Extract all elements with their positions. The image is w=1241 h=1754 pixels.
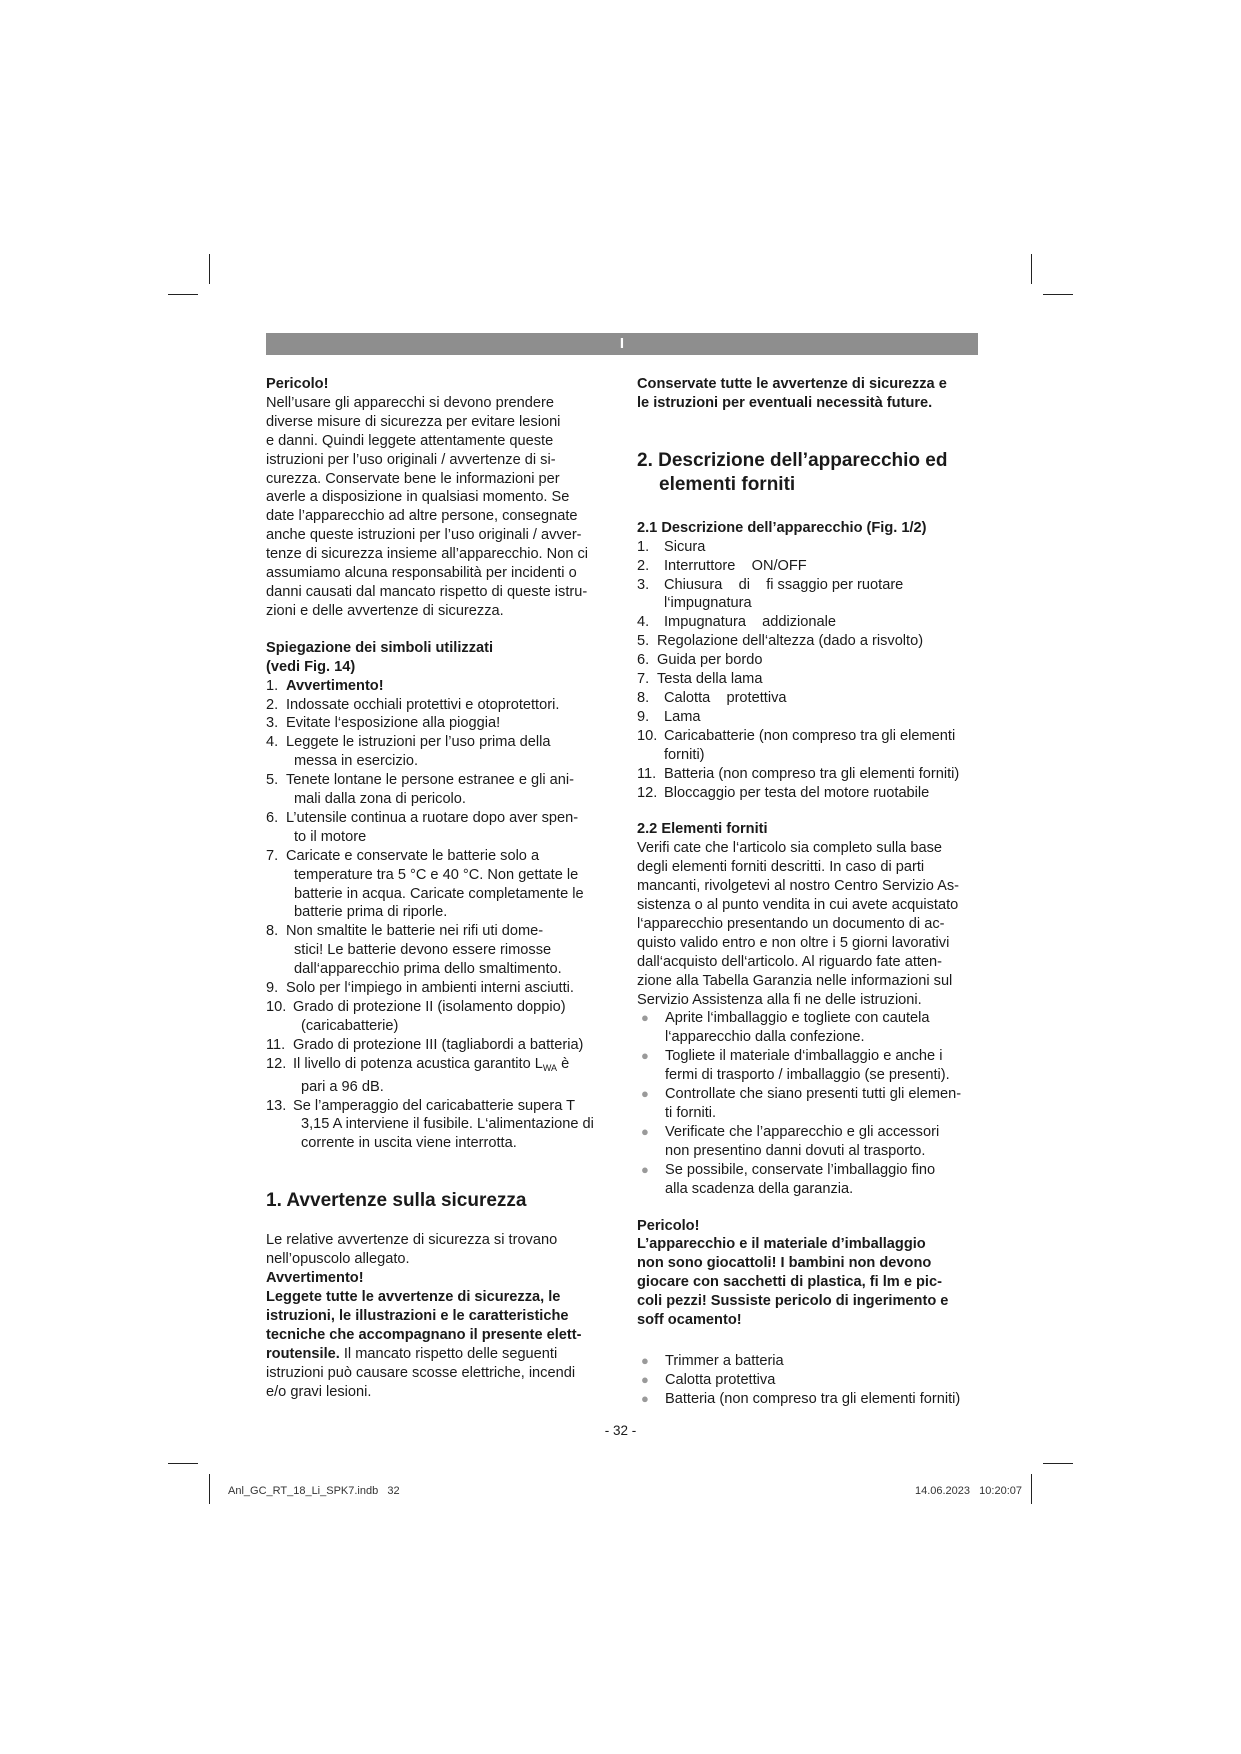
item-text: Caricate e conservate le batterie solo a [286,847,540,864]
item-text: Se l’amperaggio del caricabatterie supera T [293,1097,576,1114]
item-text: fermi di trasporto / imballaggio (se presenti). [665,1067,950,1084]
bullet-icon: ● [641,1086,649,1102]
list-item [637,765,987,784]
item-text: Non smaltite le batterie nei rifi uti dome- [286,923,544,940]
list-item [266,1097,616,1154]
text-line: L’apparecchio e il materiale d’imballaggio [637,1236,926,1253]
crop-mark-bl-v [209,1474,210,1504]
list-item [637,670,987,689]
crop-mark-br-v [1031,1474,1032,1504]
item-text: batterie prima di riporle. [294,904,448,921]
bullet-icon: ● [641,1123,649,1139]
list-item [266,922,616,979]
list-item [637,708,987,727]
text-line: Leggete tutte le avvertenze di sicurezza, le [266,1288,561,1305]
item-text: Evitate l‘esposizione alla pioggia! [286,715,501,732]
item-text: l‘apparecchio dalla confezione. [665,1029,865,1046]
text-line: istruzioni per l’uso originali / avvertenze di si- [266,451,556,468]
list-item [637,727,987,765]
item-text: ti forniti. [665,1105,717,1121]
text-line: istruzioni può causare scosse elettriche, incendi [266,1364,576,1381]
item-text: non presentino danni dovuti al trasporto. [665,1142,926,1159]
item-text: to il motore [294,828,367,845]
list-item [266,847,616,923]
item-text: Togliete il materiale d‘imballaggio e anche i [665,1048,943,1065]
text-line: Verifi cate che l‘articolo sia completo sulla base [637,840,943,857]
list-item [637,613,987,632]
crop-mark-br-h [1043,1463,1073,1464]
text-line: soff ocamento! [637,1312,742,1329]
item-number: 3. [637,576,650,593]
text-line: le istruzioni per eventuali necessità future. [637,394,933,411]
text-line: degli elementi forniti descritti. In caso di parti [637,859,925,876]
symbols-title: Spiegazione dei simboli utilizzati [266,639,494,656]
text-line: Conservate tutte le avvertenze di sicurezza e [637,376,947,392]
item-text: Leggete le istruzioni per l’uso prima della [286,734,551,751]
item-text: Tenete lontane le persone estranee e gli ani- [286,772,575,789]
text-line: sistenza o al punto vendita in cui avete acquistato [637,897,959,914]
item-text: Batteria (non compreso tra gli elementi forniti) [664,765,960,782]
item-number: 2. [266,696,279,713]
text-line: istruzioni, le illustrazioni e le caratteristiche [266,1307,569,1324]
unpack-steps-list [637,1009,987,1198]
text-line: zione alla Tabella Garanzia nelle informazioni sul [637,972,953,989]
list-item [266,696,616,715]
item-text: Sicura [664,538,706,555]
warning-title: Avvertimento! [266,1270,364,1287]
text-line: nell’opuscolo allegato. [266,1251,410,1268]
danger-2-title: Pericolo! [637,1217,700,1234]
page-number: - 32 - [604,1423,637,1438]
item-number: 1. [637,538,650,555]
section-1-title: 1. Avvertenze sulla sicurezza [266,1190,527,1212]
crop-mark-tr-h [1043,294,1073,295]
section-2-title-cont: elementi forniti [659,473,796,495]
text-line: diverse misure di sicurezza per evitare lesioni [266,413,561,430]
list-item [266,1036,616,1055]
bullet-icon: ● [641,1352,649,1368]
footer-file-name: Anl_GC_RT_18_Li_SPK7.indb 32 [228,1485,400,1497]
item-number: 13. [266,1097,287,1114]
item-text-part: è [557,1055,570,1072]
text-line: Le relative avvertenze di sicurezza si trovano [266,1232,558,1249]
item-number: 1. [266,677,279,694]
item-text: Regolazione dell‘altezza (dado a risvolto) [657,633,924,650]
item-text: Interruttore ON/OFF [664,557,807,574]
bullet-icon: ● [641,1371,649,1387]
item-text: corrente in uscita viene interrotta. [301,1135,517,1152]
list-item [266,979,616,998]
item-text: Lama [664,708,701,725]
item-text: Testa della lama [657,671,763,688]
symbols-list [266,677,616,1154]
item-text: Bloccaggio per testa del motore ruotabile [664,784,930,801]
left-column [266,375,616,1401]
item-text: batterie in acqua. Caricate completamente le [294,885,584,902]
text-line: tenze di sicurezza insieme all’apparecchio. Non ci [266,546,589,563]
list-item [637,1009,987,1047]
list-item [637,557,987,576]
list-item [266,714,616,733]
list-item [637,576,987,614]
list-item [637,1047,987,1085]
item-number: 6. [637,652,650,669]
item-text: Indossate occhiali protettivi e otoprotettori. [286,696,560,713]
item-text: Se possibile, conservate l’imballaggio fino [665,1161,936,1178]
bullet-icon: ● [641,1010,649,1026]
danger-title: Pericolo! [266,376,329,392]
item-text: temperature tra 5 °C e 40 °C. Non gettate le [294,866,579,883]
item-number: 12. [266,1055,287,1072]
crop-mark-bl-h [168,1463,198,1464]
item-text: Chiusura di fi ssaggio per ruotare [664,576,904,593]
item-text: Calotta protettiva [664,689,787,706]
item-text: Guida per bordo [657,652,763,669]
item-text: dall‘apparecchio prima dello smaltimento. [294,961,562,978]
item-text: Solo per l‘impiego in ambienti interni asciutti. [286,980,574,997]
list-item [266,677,616,696]
text-line: e/o gravi lesioni. [266,1383,372,1400]
symbols-title-ref: (vedi Fig. 14) [266,658,356,675]
parts-list [637,538,987,803]
list-item [637,689,987,708]
text-bold: routensile. [266,1345,340,1362]
section-2-title: 2. Descrizione dell’apparecchio ed [637,449,948,471]
text-line: Nell’usare gli apparecchi si devono prendere [266,394,554,411]
list-item [266,809,616,847]
text-line: coli pezzi! Sussiste pericolo di ingerimento e [637,1293,949,1310]
item-number: 8. [637,689,650,706]
danger-text [266,394,616,621]
list-item [637,784,987,803]
item-text: mali dalla zona di pericolo. [294,791,466,808]
item-text: Impugnatura addizionale [664,614,836,631]
item-text: Calotta protettiva [665,1371,776,1388]
text-line: giocare con sacchetti di plastica, fi lm e pic- [637,1274,942,1291]
list-item [637,632,987,651]
text-normal: Il mancato rispetto delle seguenti [339,1345,558,1362]
item-number: 10. [266,999,287,1015]
item-text: Batteria (non compreso tra gli elementi forniti) [665,1390,961,1407]
item-text: Caricabatterie (non compreso tra gli elementi [664,727,956,744]
item-text: Controllate che siano presenti tutti gli elemen- [665,1086,962,1103]
text-line: mancanti, rivolgetevi al nostro Centro Servizio As- [637,878,960,895]
text-line: Servizio Assistenza alla fi ne delle istruzioni. [637,991,922,1008]
text-line: dall‘acquisto dell‘articolo. Al riguardo fate atten- [637,953,943,970]
subscript: WA [542,1062,558,1073]
item-text: Trimmer a batteria [665,1352,784,1369]
list-item [266,998,616,1036]
text-line: l‘apparecchio presentando un documento di ac- [637,915,945,932]
text-line: curezza. Conservate bene le informazioni per [266,470,560,487]
item-text: (caricabatterie) [301,1017,399,1034]
item-text: forniti) [664,746,705,763]
item-number: 4. [266,734,279,751]
list-item [266,1055,616,1097]
item-number: 7. [266,847,279,864]
item-number: 2. [637,557,650,574]
text-line: e danni. Quindi leggete attentamente queste [266,432,554,449]
item-text: Grado di protezione II (isolamento doppio) [293,999,566,1015]
text-line: non sono giocattoli! I bambini non devono [637,1255,932,1272]
item-number: 4. [637,614,650,631]
item-number: 10. [637,727,658,744]
crop-mark-tr-v [1031,254,1032,284]
language-header-bar [266,333,978,355]
text-line: zioni e delle avvertenze di sicurezza. [266,602,504,619]
item-number: 9. [637,708,650,725]
item-number: 6. [266,809,279,826]
list-item [637,1371,987,1390]
text-line: quisto valido entro e non oltre i 5 giorni lavorativi [637,934,950,951]
text-line: anche queste istruzioni per l’uso originali / avver- [266,527,582,544]
list-item [637,1161,987,1199]
text-line: averle a disposizione in qualsiasi momento. Se [266,489,570,506]
text-line: assumiamo alcuna responsabilità per incidenti o [266,565,577,582]
item-text: alla scadenza della garanzia. [665,1180,854,1197]
item-number: 9. [266,980,279,997]
list-item [637,651,987,670]
item-number: 11. [266,1036,286,1053]
item-text: Grado di protezione III (tagliabordi a batteria) [293,1036,584,1053]
item-text: pari a 96 dB. [301,1078,384,1095]
item-text: l‘impugnatura [664,595,752,612]
item-text: 3,15 A interviene il fusibile. L‘alimentazione di [301,1116,594,1133]
text-line [266,1345,616,1364]
footer-datetime: 14.06.2023 10:20:07 [914,1485,1022,1497]
item-number: 7. [637,671,650,688]
right-column [637,375,987,1409]
list-item [637,538,987,557]
item-text: stici! Le batterie devono essere rimosse [294,942,552,959]
list-item [637,1085,987,1123]
list-item [637,1352,987,1371]
text-line: date l’apparecchio ad altre persone, consegnate [266,508,578,525]
subsection-2-1-title: 2.1 Descrizione dell’apparecchio (Fig. 1/2) [637,519,927,536]
item-text: Verificate che l’apparecchio e gli accessori [665,1123,940,1140]
delivered-items-list [637,1352,987,1409]
item-number: 11. [637,765,657,782]
item-text: messa in esercizio. [294,753,419,770]
crop-mark-tl-v [209,254,210,284]
text-line: tecniche che accompagnano il presente elett- [266,1326,582,1343]
list-item [637,1123,987,1161]
crop-mark-tl-h [168,294,198,295]
text-line: danni causati dal mancato rispetto di queste istru- [266,583,588,600]
list-item [637,1390,987,1409]
list-item [266,733,616,771]
item-text: L’utensile continua a ruotare dopo aver spen- [286,809,579,826]
subsection-2-2-title: 2.2 Elementi forniti [637,821,768,838]
item-number: 5. [266,772,279,789]
bullet-icon: ● [641,1390,649,1406]
item-number: 5. [637,633,650,650]
item-text [293,1056,569,1072]
language-letter: I [619,335,625,352]
list-item [266,771,616,809]
item-number: 3. [266,715,279,732]
item-text: Avvertimento! [286,677,384,694]
item-text-part: Il livello di potenza acustica garantito L [293,1055,543,1072]
bullet-icon: ● [641,1048,649,1064]
item-text: Aprite l‘imballaggio e togliete con cautela [665,1010,930,1027]
item-number: 12. [637,784,658,801]
item-number: 8. [266,923,279,940]
bullet-icon: ● [641,1161,649,1177]
